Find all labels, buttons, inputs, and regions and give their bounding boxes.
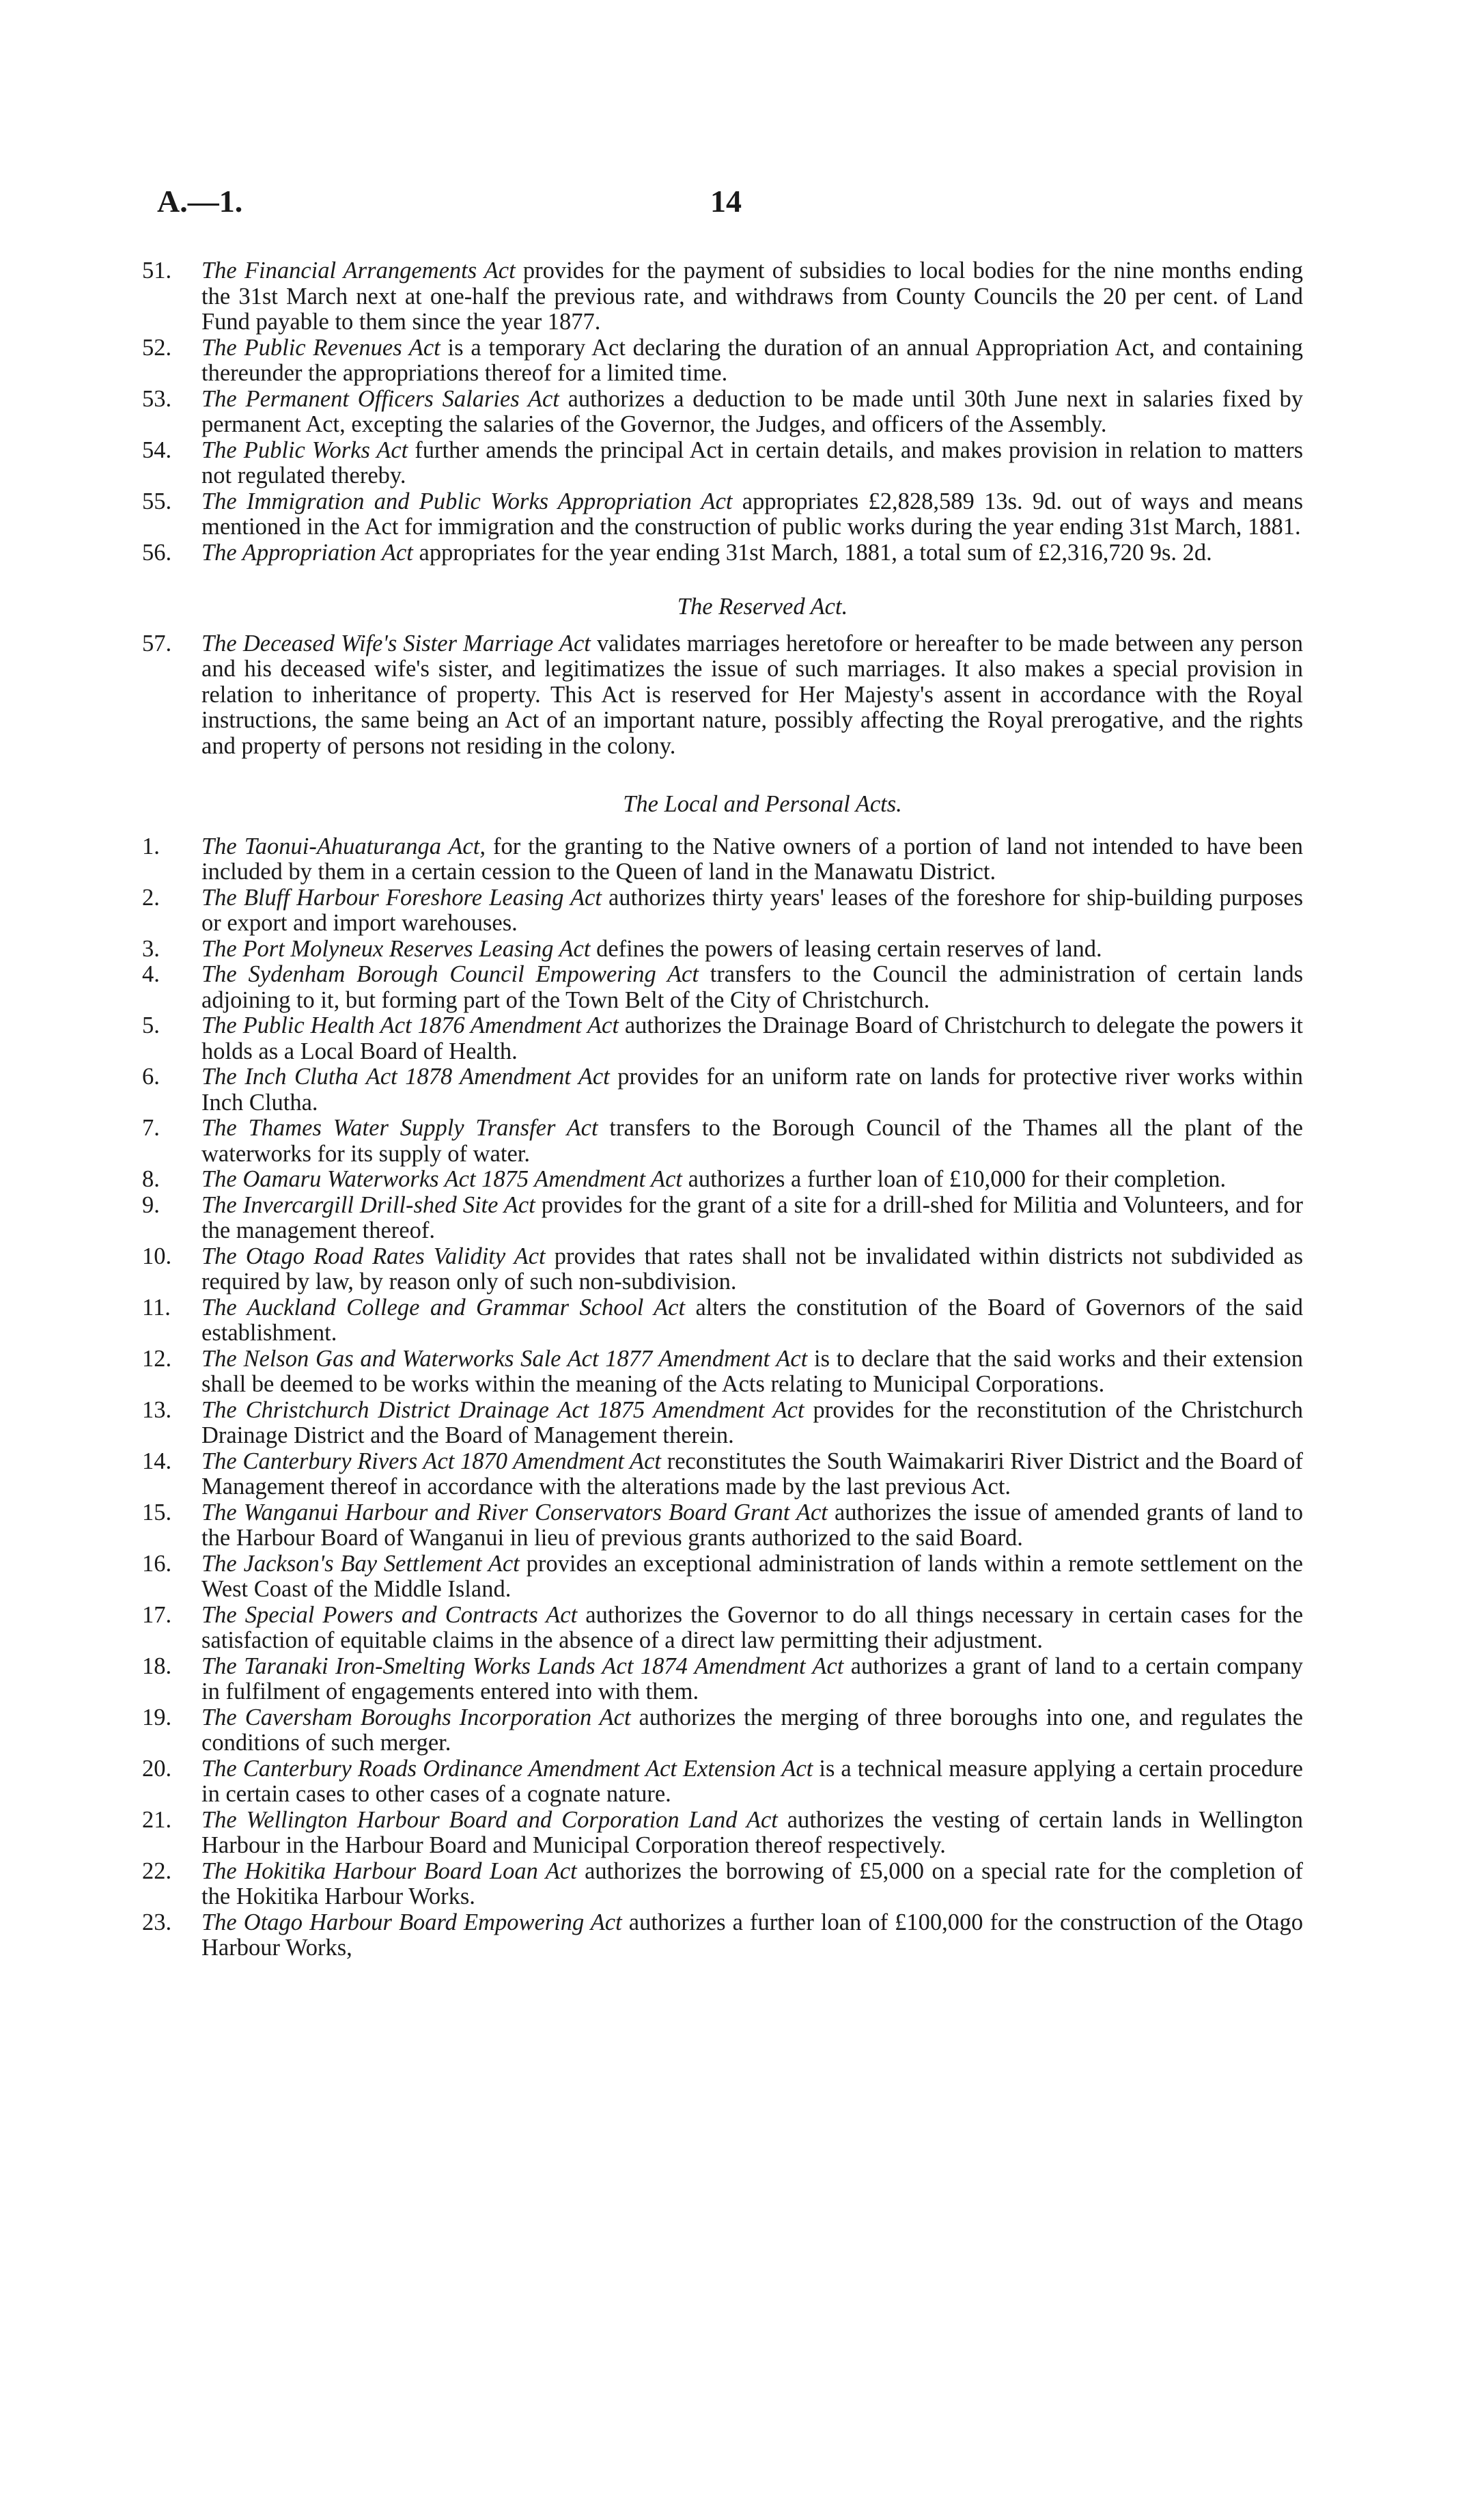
act-description: authorizes thirty years' leases of the foreshore for ship-building purposes or export and import warehouses.	[201, 884, 1303, 936]
act-title: The Caversham Boroughs Incorporation Act	[201, 1704, 631, 1730]
act-description: is a temporary Act declaring the duration of an annual Appropriation Act, and containing thereunder the appropriations thereof for a limited time.	[201, 334, 1303, 386]
act-entry	[0, 489, 1484, 540]
act-title: The Bluff Harbour Foreshore Leasing Act	[201, 884, 602, 911]
act-number: 3.	[142, 935, 160, 962]
page-header	[0, 183, 1484, 231]
act-description: validates marriages heretofore or hereafter to be made between any person and his deceased wife's sister, and legitimatizes the issue of such marriages. It also makes a special provision in relation to inheritance of property. This Act is reserved for Her Majesty's assent in accordance with the Royal instructions, the same being an Act of an important nature, possibly affecting the Royal prerogative, and the rights and property of persons not residing in the colony.	[201, 630, 1303, 759]
act-title: The Jackson's Bay Settlement Act	[201, 1550, 520, 1577]
act-description: is a technical measure applying a certain procedure in certain cases to other cases of a cognate nature.	[201, 1755, 1303, 1807]
document-reference: A.—1.	[157, 184, 243, 219]
act-title: The Public Health Act 1876 Amendment Act	[201, 1012, 619, 1038]
act-number: 23.	[142, 1909, 172, 1935]
act-number: 21.	[142, 1806, 172, 1833]
act-entry	[0, 962, 1484, 1013]
act-description: authorizes a further loan of £10,000 for their completion.	[682, 1166, 1227, 1192]
act-description: provides for the reconstitution of the Christchurch Drainage District and the Board of Management therein.	[201, 1396, 1303, 1448]
act-number: 20.	[142, 1755, 172, 1782]
act-number: 7.	[142, 1115, 160, 1141]
act-entry	[0, 1808, 1484, 1859]
act-title: The Thames Water Supply Transfer Act	[201, 1115, 598, 1141]
act-description: provides for the payment of subsidies to local bodies for the nine months ending the 31st March next at one-half the previous rate, and withdraws from County Councils the 20 per cent. of Land Fund payable to them since the year 1877.	[201, 258, 1303, 335]
act-entry	[0, 1398, 1484, 1449]
act-description: authorizes a further loan of £100,000 for the construction of the Otago Harbour Works,	[201, 1909, 1303, 1961]
act-number: 52.	[142, 334, 172, 361]
section-heading-local: The Local and Personal Acts.	[623, 791, 902, 817]
local-acts-list	[0, 834, 1484, 1961]
act-description: appropriates £2,828,589 13s. 9d. out of ways and means mentioned in the Act for immigration and the construction of public works during the year ending 31st March, 1881.	[201, 488, 1304, 540]
act-entry	[0, 1116, 1484, 1167]
act-title: The Hokitika Harbour Board Loan Act	[201, 1857, 577, 1884]
act-title: The Nelson Gas and Waterworks Sale Act 1877 Amendment Act	[201, 1345, 808, 1372]
act-number: 8.	[142, 1166, 160, 1192]
act-entry	[0, 1449, 1484, 1500]
act-title: The Auckland College and Grammar School Act	[201, 1294, 686, 1321]
act-description: authorizes the Drainage Board of Christchurch to delegate the powers it holds as a Local Board of Health.	[201, 1012, 1303, 1064]
act-number: 17.	[142, 1601, 172, 1628]
act-entry	[0, 540, 1484, 566]
act-description: provides for the grant of a site for a drill-shed for Militia and Volunteers, and for the management thereof.	[201, 1191, 1303, 1243]
act-number: 16.	[142, 1550, 172, 1577]
act-description: provides for an uniform rate on lands for protective river works within Inch Clutha.	[201, 1064, 1304, 1116]
act-entry	[0, 885, 1484, 937]
act-number: 10.	[142, 1243, 172, 1269]
act-description: provides that rates shall not be invalidated within districts not subdivided as required by law, by reason only of such non-subdivision.	[201, 1243, 1303, 1295]
act-number: 22.	[142, 1857, 172, 1884]
act-number: 56.	[142, 539, 172, 566]
act-description: defines the powers of leasing certain reserves of land.	[590, 935, 1102, 962]
act-title: The Deceased Wife's Sister Marriage Act	[201, 630, 591, 657]
reserved-acts-list	[0, 631, 1484, 760]
act-description: further amends the principal Act in certain details, and makes provision in relation to matters not regulated thereby.	[201, 437, 1303, 488]
act-title: The Canterbury Rivers Act 1870 Amendment Act	[201, 1448, 662, 1474]
act-number: 19.	[142, 1704, 172, 1730]
act-title: The Immigration and Public Works Appropriation Act	[201, 488, 733, 514]
act-description: transfers to the Borough Council of the Thames all the plant of the waterworks for its supply of water.	[201, 1115, 1303, 1167]
document-body	[0, 258, 1484, 1961]
act-entry	[0, 937, 1484, 963]
general-acts-list	[0, 258, 1484, 566]
act-number: 13.	[142, 1396, 172, 1423]
act-title: The Inch Clutha Act 1878 Amendment Act	[201, 1064, 610, 1090]
act-title: The Otago Road Rates Validity Act	[201, 1243, 546, 1269]
act-number: 4.	[142, 961, 160, 987]
act-entry	[0, 1064, 1484, 1116]
act-title: The Wellington Harbour Board and Corporation Land Act	[201, 1806, 778, 1833]
act-entry	[0, 387, 1484, 438]
act-entry	[0, 1654, 1484, 1705]
act-title: The Public Revenues Act	[201, 334, 440, 361]
act-title: The Public Works Act	[201, 437, 408, 463]
act-description: alters the constitution of the Board of Governors of the said establishment.	[201, 1294, 1303, 1346]
act-entry	[0, 1244, 1484, 1295]
act-number: 51.	[142, 258, 172, 284]
act-description: authorizes the vesting of certain lands in Wellington Harbour in the Harbour Board and Municipal Corporation thereof respectively.	[201, 1806, 1303, 1858]
act-description: authorizes the borrowing of £5,000 on a special rate for the completion of the Hokitika Harbour Works.	[201, 1857, 1304, 1909]
act-number: 55.	[142, 488, 172, 514]
act-number: 15.	[142, 1499, 172, 1525]
act-entry	[0, 1705, 1484, 1756]
act-number: 57.	[142, 630, 172, 657]
act-description: authorizes the Governor to do all things necessary in certain cases for the satisfaction of equitable claims in the absence of a direct law permitting their adjustment.	[201, 1601, 1304, 1653]
act-entry	[0, 1346, 1484, 1398]
act-entry	[0, 258, 1484, 335]
act-number: 6.	[142, 1064, 160, 1090]
act-description: authorizes a deduction to be made until 30th June next in salaries fixed by permanent Act, excepting the salaries of the Governor, the Judges, and officers of the Assembly.	[201, 385, 1303, 437]
act-description: provides an exceptional administration of lands within a remote settlement on the West Coast of the Middle Island.	[201, 1550, 1303, 1602]
act-entry	[0, 1013, 1484, 1064]
act-title: The Canterbury Roads Ordinance Amendment Act Extension Act	[201, 1755, 813, 1782]
act-title: The Wanganui Harbour and River Conservators Board Grant Act	[201, 1499, 828, 1525]
act-description: appropriates for the year ending 31st March, 1881, a total sum of £2,316,720 9s. 2d.	[412, 539, 1212, 566]
act-number: 1.	[142, 833, 160, 859]
act-number: 53.	[142, 385, 172, 412]
act-entry	[0, 335, 1484, 387]
act-entry	[0, 1193, 1484, 1244]
act-title: The Invercargill Drill-shed Site Act	[201, 1191, 535, 1218]
act-title: The Oamaru Waterworks Act 1875 Amendment Act	[201, 1166, 683, 1192]
act-entry	[0, 1756, 1484, 1808]
act-title: The Appropriation Act	[201, 539, 413, 566]
act-entry	[0, 438, 1484, 489]
act-entry	[0, 1500, 1484, 1551]
act-title: The Sydenham Borough Council Empowering Act	[201, 961, 699, 987]
act-entry	[0, 1551, 1484, 1603]
act-number: 5.	[142, 1012, 160, 1038]
act-entry	[0, 631, 1484, 760]
act-entry	[0, 1859, 1484, 1910]
act-number: 12.	[142, 1345, 172, 1372]
act-number: 2.	[142, 884, 160, 911]
act-entry	[0, 834, 1484, 885]
act-description: reconstitutes the South Waimakariri River District and the Board of Management thereof in accordance with the alterations made by the last previous Act.	[201, 1448, 1303, 1500]
act-title: The Otago Harbour Board Empowering Act	[201, 1909, 622, 1935]
act-title: The Financial Arrangements Act	[201, 258, 516, 284]
act-number: 11.	[142, 1294, 171, 1321]
act-number: 18.	[142, 1653, 172, 1679]
act-entry	[0, 1603, 1484, 1654]
act-entry	[0, 1295, 1484, 1346]
act-description: authorizes the issue of amended grants of land to the Harbour Board of Wanganui in lieu of previous grants authorized to the said Board.	[201, 1499, 1304, 1551]
act-description: transfers to the Council the administration of certain lands adjoining to it, but forming part of the Town Belt of the City of Christchurch.	[201, 961, 1303, 1013]
act-description: for the granting to the Native owners of a portion of land not intended to have been included by them in a certain cession to the Queen of land in the Manawatu District.	[201, 833, 1304, 885]
act-title: The Taonui-Ahuaturanga Act,	[201, 833, 486, 859]
act-description: authorizes a grant of land to a certain company in fulfilment of engagements entered into with them.	[201, 1653, 1303, 1704]
act-entry	[0, 1910, 1484, 1961]
page-number: 14	[710, 184, 742, 219]
act-title: The Christchurch District Drainage Act 1875 Amendment Act	[201, 1396, 804, 1423]
act-number: 54.	[142, 437, 172, 463]
act-entry	[0, 1167, 1484, 1193]
section-heading-reserved: The Reserved Act.	[677, 594, 848, 620]
act-number: 9.	[142, 1191, 160, 1218]
act-title: The Taranaki Iron-Smelting Works Lands Act 1874 Amendment Act	[201, 1653, 844, 1679]
act-title: The Special Powers and Contracts Act	[201, 1601, 578, 1628]
act-title: The Permanent Officers Salaries Act	[201, 385, 559, 412]
act-description: is to declare that the said works and their extension shall be deemed to be works within the meaning of the Acts relating to Municipal Corporations.	[201, 1345, 1303, 1397]
act-title: The Port Molyneux Reserves Leasing Act	[201, 935, 591, 962]
act-number: 14.	[142, 1448, 172, 1474]
act-description: authorizes the merging of three boroughs into one, and regulates the conditions of such merger.	[201, 1704, 1303, 1756]
